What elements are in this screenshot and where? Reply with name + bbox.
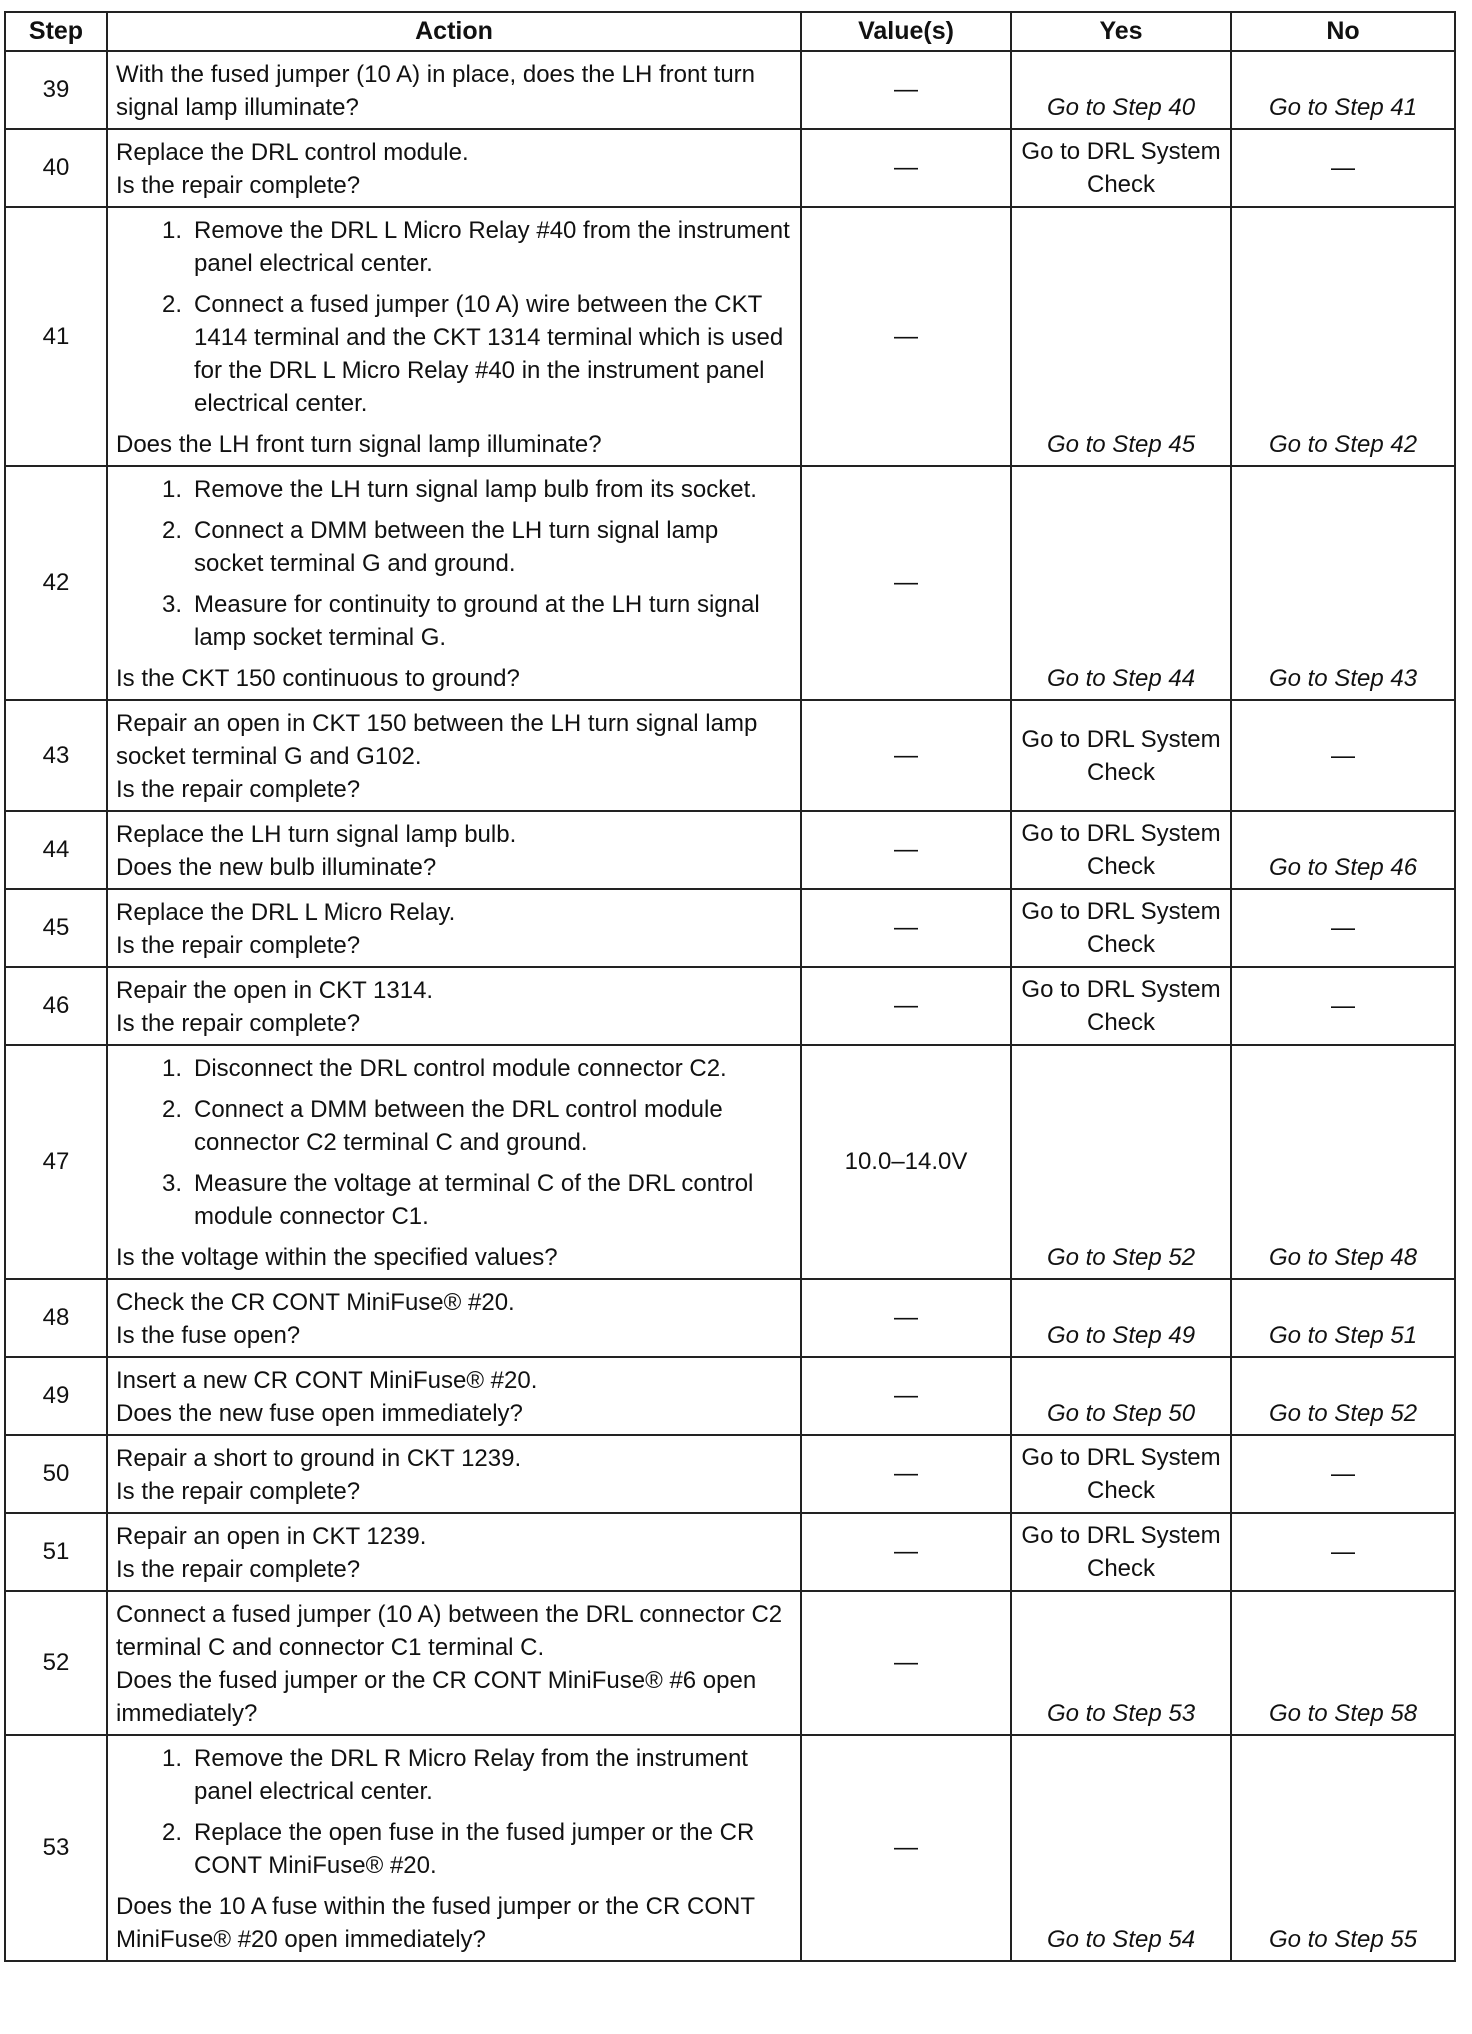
- procedure-item-number: 2.: [161, 291, 182, 318]
- procedure-list: [116, 1742, 792, 1882]
- table-row: [5, 811, 1455, 889]
- header-action: Action: [107, 12, 801, 51]
- procedure-item-text: Remove the DRL L Micro Relay #40 from the instrument panel electrical center.: [194, 217, 790, 277]
- procedure-item: [116, 288, 792, 420]
- yes-goto-system-check: Go to DRL System Check: [1021, 1444, 1221, 1504]
- yes-cell: [1011, 967, 1231, 1045]
- action-text: Replace the LH turn signal lamp bulb.: [116, 821, 517, 848]
- action-cell: [107, 811, 801, 889]
- procedure-item-number: 2.: [161, 517, 182, 544]
- action-text: Repair an open in CKT 1239.: [116, 1523, 427, 1550]
- action-text: Replace the DRL L Micro Relay.: [116, 899, 456, 926]
- no-cell: [1231, 1435, 1455, 1513]
- header-step: Step: [5, 12, 107, 51]
- yes-cell: [1011, 207, 1231, 466]
- procedure-item-text: Connect a fused jumper (10 A) wire between the CKT 1414 terminal and the CKT 1314 terminal which is used for the DRL L Micro Relay #40 in the instrument panel electrical center.: [194, 291, 784, 417]
- procedure-item-text: Disconnect the DRL control module connector C2.: [194, 1055, 727, 1082]
- action-text: With the fused jumper (10 A) in place, does the LH front turn signal lamp illuminate?: [116, 61, 755, 121]
- step-number: 41: [5, 207, 107, 466]
- no-cell: [1231, 466, 1455, 700]
- step-number: 52: [5, 1591, 107, 1735]
- table-row: [5, 1735, 1455, 1961]
- value-cell: —: [801, 1357, 1011, 1435]
- no-dash: —: [1331, 154, 1355, 182]
- yes-cell: [1011, 1279, 1231, 1357]
- yes-goto-step: Go to Step 49: [1046, 1322, 1196, 1349]
- action-cell: [107, 1591, 801, 1735]
- value-cell: —: [801, 466, 1011, 700]
- procedure-list: [116, 473, 792, 654]
- yes-goto-system-check: Go to DRL System Check: [1021, 138, 1221, 198]
- header-values: Value(s): [801, 12, 1011, 51]
- action-cell: [107, 1435, 801, 1513]
- value-cell: —: [801, 1591, 1011, 1735]
- action-question: Is the repair complete?: [116, 1478, 361, 1505]
- step-number: 43: [5, 700, 107, 811]
- table-row: [5, 1279, 1455, 1357]
- value-cell: —: [801, 700, 1011, 811]
- table-body: [5, 51, 1455, 1961]
- yes-cell: [1011, 1591, 1231, 1735]
- yes-cell: [1011, 1513, 1231, 1591]
- procedure-item: [116, 514, 792, 580]
- yes-cell: [1011, 51, 1231, 129]
- action-question: Is the repair complete?: [116, 1010, 361, 1037]
- procedure-item-number: 2.: [161, 1819, 182, 1846]
- action-cell: [107, 207, 801, 466]
- table-row: [5, 466, 1455, 700]
- action-question: Is the repair complete?: [116, 932, 361, 959]
- header-yes: Yes: [1011, 12, 1231, 51]
- no-cell: [1231, 1279, 1455, 1357]
- action-question: Is the voltage within the specified values?: [116, 1244, 558, 1271]
- procedure-item-text: Remove the DRL R Micro Relay from the instrument panel electrical center.: [194, 1745, 748, 1805]
- procedure-item-text: Connect a DMM between the LH turn signal lamp socket terminal G and ground.: [194, 517, 719, 577]
- procedure-item-number: 1.: [161, 1745, 182, 1772]
- no-dash: —: [1331, 742, 1355, 769]
- procedure-item-text: Measure for continuity to ground at the LH turn signal lamp socket terminal G.: [194, 591, 760, 651]
- no-cell: [1231, 1513, 1455, 1591]
- no-dash: —: [1331, 1538, 1355, 1566]
- no-cell: [1231, 889, 1455, 967]
- no-cell: [1231, 129, 1455, 207]
- action-text: Repair the open in CKT 1314.: [116, 977, 434, 1004]
- value-cell: —: [801, 967, 1011, 1045]
- procedure-item-number: 3.: [161, 1170, 182, 1197]
- no-goto-step: Go to Step 55: [1268, 1926, 1418, 1953]
- yes-goto-system-check: Go to DRL System Check: [1021, 820, 1221, 880]
- table-row: [5, 129, 1455, 207]
- step-number: 48: [5, 1279, 107, 1357]
- yes-cell: [1011, 889, 1231, 967]
- step-number: 46: [5, 967, 107, 1045]
- header-no: No: [1231, 12, 1455, 51]
- yes-goto-step: Go to Step 53: [1046, 1700, 1196, 1727]
- yes-cell: [1011, 1435, 1231, 1513]
- no-goto-step: Go to Step 58: [1268, 1700, 1418, 1727]
- step-number: 42: [5, 466, 107, 700]
- no-dash: —: [1331, 914, 1355, 942]
- procedure-item-text: Measure the voltage at terminal C of the DRL control module connector C1.: [194, 1170, 754, 1230]
- yes-goto-system-check: Go to DRL System Check: [1021, 1522, 1221, 1582]
- action-cell: [107, 1357, 801, 1435]
- yes-goto-step: Go to Step 45: [1046, 431, 1196, 458]
- action-cell: [107, 129, 801, 207]
- no-cell: [1231, 1591, 1455, 1735]
- yes-cell: [1011, 811, 1231, 889]
- no-goto-step: Go to Step 42: [1268, 431, 1418, 458]
- yes-goto-system-check: Go to DRL System Check: [1021, 898, 1221, 958]
- value-cell: —: [801, 1735, 1011, 1961]
- table-row: [5, 889, 1455, 967]
- step-number: 51: [5, 1513, 107, 1591]
- no-cell: [1231, 51, 1455, 129]
- action-question: Does the new bulb illuminate?: [116, 854, 437, 881]
- yes-goto-step: Go to Step 54: [1046, 1926, 1196, 1953]
- table-row: [5, 1435, 1455, 1513]
- procedure-item-number: 1.: [161, 217, 182, 244]
- diagnostic-table: [4, 11, 1456, 1962]
- no-cell: [1231, 1045, 1455, 1279]
- procedure-item: [116, 473, 792, 506]
- value-cell: —: [801, 1435, 1011, 1513]
- step-number: 47: [5, 1045, 107, 1279]
- table-row: [5, 967, 1455, 1045]
- procedure-item: [116, 1816, 792, 1882]
- action-question: Does the new fuse open immediately?: [116, 1400, 523, 1427]
- action-cell: [107, 700, 801, 811]
- step-number: 45: [5, 889, 107, 967]
- action-text: Repair an open in CKT 150 between the LH turn signal lamp socket terminal G and G102.: [116, 710, 758, 770]
- action-cell: [107, 466, 801, 700]
- procedure-item: [116, 588, 792, 654]
- no-cell: [1231, 1357, 1455, 1435]
- action-text: Replace the DRL control module.: [116, 139, 469, 166]
- action-question: Does the fused jumper or the CR CONT MiniFuse® #6 open immediately?: [116, 1667, 757, 1727]
- procedure-item-text: Connect a DMM between the DRL control module connector C2 terminal C and ground.: [194, 1096, 723, 1156]
- value-cell: —: [801, 889, 1011, 967]
- yes-goto-step: Go to Step 50: [1046, 1400, 1196, 1427]
- yes-cell: [1011, 1735, 1231, 1961]
- procedure-item-text: Remove the LH turn signal lamp bulb from its socket.: [194, 476, 757, 503]
- value-cell: 10.0–14.0V: [801, 1045, 1011, 1279]
- table-row: [5, 1357, 1455, 1435]
- action-text: Connect a fused jumper (10 A) between the DRL connector C2 terminal C and connector C1 terminal C.: [116, 1601, 783, 1661]
- action-cell: [107, 51, 801, 129]
- procedure-list: [116, 1052, 792, 1233]
- no-dash: —: [1331, 992, 1355, 1020]
- value-cell: —: [801, 1513, 1011, 1591]
- procedure-list: [116, 214, 792, 420]
- action-question: Is the CKT 150 continuous to ground?: [116, 665, 520, 692]
- yes-cell: [1011, 466, 1231, 700]
- action-question: Is the repair complete?: [116, 1556, 361, 1583]
- action-question: Does the LH front turn signal lamp illuminate?: [116, 431, 602, 458]
- value-cell: —: [801, 207, 1011, 466]
- step-number: 50: [5, 1435, 107, 1513]
- value-cell: —: [801, 129, 1011, 207]
- procedure-item: [116, 214, 792, 280]
- procedure-item-number: 3.: [161, 591, 182, 618]
- no-cell: [1231, 967, 1455, 1045]
- procedure-item-number: 2.: [161, 1096, 182, 1123]
- action-cell: [107, 889, 801, 967]
- yes-cell: [1011, 129, 1231, 207]
- action-cell: [107, 1735, 801, 1961]
- table-row: [5, 700, 1455, 811]
- action-text: Insert a new CR CONT MiniFuse® #20.: [116, 1367, 538, 1394]
- yes-cell: [1011, 1357, 1231, 1435]
- table-row: [5, 1591, 1455, 1735]
- action-question: Is the fuse open?: [116, 1322, 301, 1349]
- action-question: Is the repair complete?: [116, 776, 361, 803]
- no-goto-step: Go to Step 52: [1268, 1400, 1418, 1427]
- no-cell: [1231, 207, 1455, 466]
- procedure-item: [116, 1167, 792, 1233]
- no-cell: [1231, 1735, 1455, 1961]
- value-cell: —: [801, 811, 1011, 889]
- procedure-item: [116, 1093, 792, 1159]
- yes-goto-system-check: Go to DRL System Check: [1021, 976, 1221, 1036]
- action-cell: [107, 1513, 801, 1591]
- no-cell: [1231, 700, 1455, 811]
- no-dash: —: [1331, 1460, 1355, 1488]
- yes-goto-step: Go to Step 44: [1046, 665, 1196, 692]
- procedure-item-text: Replace the open fuse in the fused jumper or the CR CONT MiniFuse® #20.: [194, 1819, 755, 1879]
- yes-goto-system-check: Go to DRL System Check: [1021, 725, 1221, 786]
- no-goto-step: Go to Step 51: [1268, 1322, 1418, 1349]
- no-goto-step: Go to Step 48: [1268, 1244, 1418, 1271]
- no-goto-step: Go to Step 46: [1268, 854, 1418, 881]
- action-cell: [107, 967, 801, 1045]
- procedure-item: [116, 1742, 792, 1808]
- action-cell: [107, 1045, 801, 1279]
- step-number: 53: [5, 1735, 107, 1961]
- step-number: 40: [5, 129, 107, 207]
- action-cell: [107, 1279, 801, 1357]
- procedure-item: [116, 1052, 792, 1085]
- yes-goto-step: Go to Step 52: [1046, 1244, 1196, 1271]
- value-cell: —: [801, 51, 1011, 129]
- procedure-item-number: 1.: [161, 1055, 182, 1082]
- yes-goto-step: Go to Step 40: [1046, 94, 1196, 121]
- table-row: [5, 1045, 1455, 1279]
- action-question: Is the repair complete?: [116, 172, 361, 199]
- yes-cell: [1011, 700, 1231, 811]
- header-row: [5, 12, 1455, 51]
- no-cell: [1231, 811, 1455, 889]
- table-row: [5, 1513, 1455, 1591]
- table-row: [5, 207, 1455, 466]
- action-question: Does the 10 A fuse within the fused jumper or the CR CONT MiniFuse® #20 open immediately?: [116, 1893, 755, 1953]
- step-number: 39: [5, 51, 107, 129]
- yes-cell: [1011, 1045, 1231, 1279]
- table-row: [5, 51, 1455, 129]
- no-goto-step: Go to Step 41: [1268, 94, 1418, 121]
- step-number: 44: [5, 811, 107, 889]
- no-goto-step: Go to Step 43: [1268, 665, 1418, 692]
- value-cell: —: [801, 1279, 1011, 1357]
- procedure-item-number: 1.: [161, 476, 182, 503]
- action-text: Repair a short to ground in CKT 1239.: [116, 1445, 522, 1472]
- action-text: Check the CR CONT MiniFuse® #20.: [116, 1289, 515, 1316]
- step-number: 49: [5, 1357, 107, 1435]
